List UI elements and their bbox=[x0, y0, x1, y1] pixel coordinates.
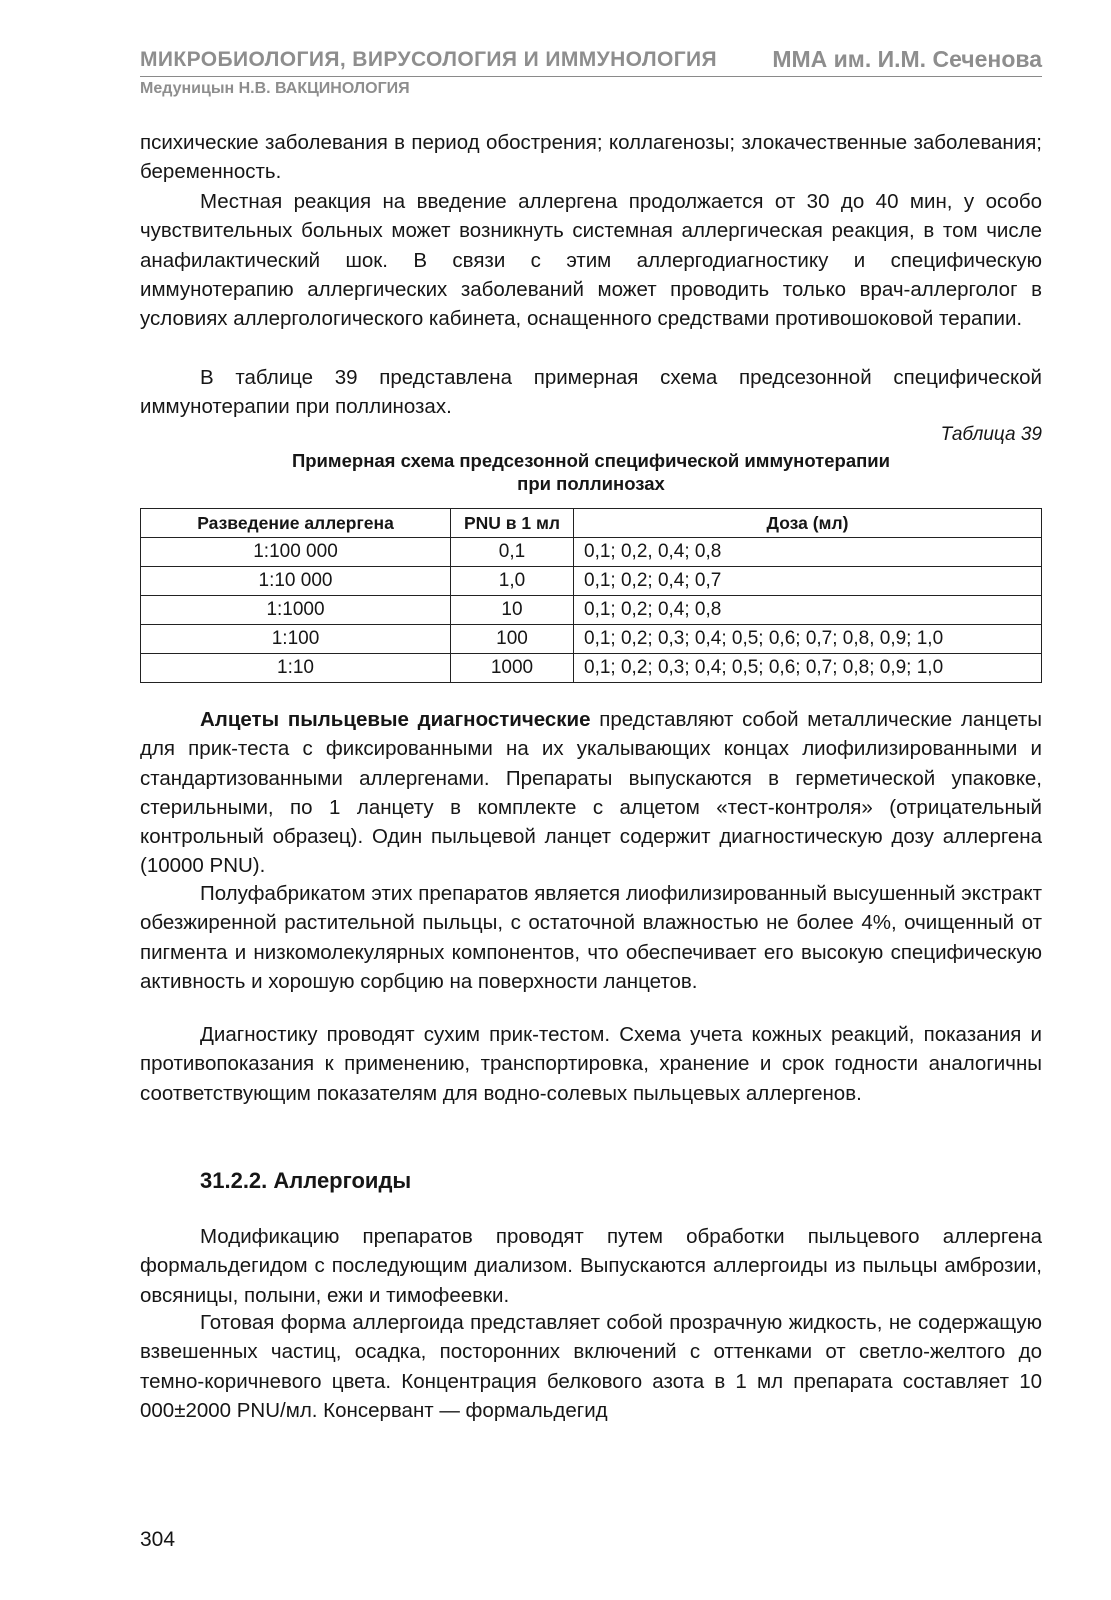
term-alcets: Алцеты пыльцевые диагностические bbox=[200, 708, 591, 731]
table-row bbox=[141, 596, 1042, 625]
paragraph-ready-form: Готовая форма аллергоида представляет собой прозрачную жидкость, не содержащую взвешенных частиц, осадка, посторонних включений с оттенками от светло-желтого до темно-коричневого цвета. Концентрация белкового азота в 1 мл препарата составляет 10 000±2000 PNU/мл. Консервант — формальдегид bbox=[140, 1311, 1042, 1422]
paragraph-contraindications: психические заболевания в период обострения; коллагенозы; злокачественные заболевания; беременность. bbox=[140, 131, 1042, 184]
column-header-dilution: Разведение аллергена bbox=[141, 509, 451, 538]
cell-pnu: 1000 bbox=[451, 654, 574, 683]
cell-pnu: 100 bbox=[451, 625, 574, 654]
cell-dilution: 1:100 000 bbox=[141, 538, 451, 567]
cell-pnu: 1,0 bbox=[451, 567, 574, 596]
paragraph-modification: Модификацию препаратов проводят путем обработки пыльцевого аллергена формальдегидом с последующим диализом. Выпускаются аллергоиды из пыльцы амброзии, овсяницы, полыни, ежи и тимофеевки. bbox=[140, 1225, 1042, 1307]
cell-pnu: 10 bbox=[451, 596, 574, 625]
table-row bbox=[141, 654, 1042, 683]
table-title-line1: Примерная схема предсезонной специфической иммунотерапии bbox=[291, 450, 891, 471]
paragraph-semifinished: Полуфабрикатом этих препаратов является лиофилизированный высушенный экстракт обезжиренной растительной пыльцы, с остаточной влажностью не более 4%, очищенный от пигмента и низкомолекулярных компонентов, что обеспечивает его высокую специфическую активность и хорошую сорбцию на поверхности ланцетов. bbox=[140, 882, 1042, 993]
immunotherapy-table bbox=[140, 508, 1042, 683]
table-title-line2: при поллинозах bbox=[517, 473, 665, 494]
paragraph-local-reaction: Местная реакция на введение аллергена продолжается от 30 до 40 мин, у особо чувствительных больных может возникнуть системная аллергическая реакция, в том числе анафилактический шок. В связи с этим аллергодиагностику и специфическую иммунотерапию аллергических заболеваний может проводить только врач-аллерголог в условиях аллергологического кабинета, оснащенного средствами противошоковой терапии. bbox=[140, 190, 1042, 331]
table-row bbox=[141, 567, 1042, 596]
cell-dose: 0,1; 0,2; 0,3; 0,4; 0,5; 0,6; 0,7; 0,8, 0,9; 1,0 bbox=[574, 625, 1042, 654]
column-header-dose: Доза (мл) bbox=[574, 509, 1042, 538]
header-book-title: Медуницын Н.В. ВАКЦИНОЛОГИЯ bbox=[140, 80, 410, 97]
table-row bbox=[141, 625, 1042, 654]
cell-dose: 0,1; 0,2; 0,3; 0,4; 0,5; 0,6; 0,7; 0,8; 0,9; 1,0 bbox=[574, 654, 1042, 683]
running-header bbox=[140, 46, 1042, 77]
cell-dose: 0,1; 0,2; 0,4; 0,8 bbox=[574, 596, 1042, 625]
cell-pnu: 0,1 bbox=[451, 538, 574, 567]
cell-dilution: 1:1000 bbox=[141, 596, 451, 625]
cell-dose: 0,1; 0,2; 0,4; 0,7 bbox=[574, 567, 1042, 596]
paragraph-diagnostics: Диагностику проводят сухим прик-тестом. Схема учета кожных реакций, показания и противопоказания к применению, транспортировка, хранение и срок годности аналогичны соответствующим показателям для водно-солевых пыльцевых аллергенов. bbox=[140, 1023, 1042, 1105]
cell-dilution: 1:10 000 bbox=[141, 567, 451, 596]
paragraph-alcets-text: представляют собой металлические ланцеты для прик-теста с фиксированными на их укалывающих концах лиофилизированными и стандартизованными аллергенами. Препараты выпускаются в герметической упаковке, стерильными, по 1 ланцету в комплекте с алцетом «тест-контроля» (отрицательный контрольный образец). Один пыльцевой ланцет содержит диагностическую дозу аллергена (10000 PNU). bbox=[140, 708, 1042, 878]
header-institution: ММА им. И.М. Сеченова bbox=[772, 46, 1042, 72]
table-header-row bbox=[141, 509, 1042, 538]
cell-dilution: 1:10 bbox=[141, 654, 451, 683]
page-number: 304 bbox=[140, 1528, 176, 1551]
section-heading: 31.2.2. Аллергоиды bbox=[200, 1168, 412, 1193]
table-title bbox=[140, 449, 1042, 495]
column-header-pnu: PNU в 1 мл bbox=[451, 509, 574, 538]
cell-dilution: 1:100 bbox=[141, 625, 451, 654]
header-course-title: МИКРОБИОЛОГИЯ, ВИРУСОЛОГИЯ И ИММУНОЛОГИЯ bbox=[140, 48, 718, 71]
paragraph-table-intro: В таблице 39 представлена примерная схема предсезонной специфической иммунотерапии при поллинозах. bbox=[140, 366, 1042, 419]
table-caption: Таблица 39 bbox=[940, 424, 1042, 445]
paragraph-alcets bbox=[140, 705, 1042, 881]
table-row bbox=[141, 538, 1042, 567]
cell-dose: 0,1; 0,2, 0,4; 0,8 bbox=[574, 538, 1042, 567]
